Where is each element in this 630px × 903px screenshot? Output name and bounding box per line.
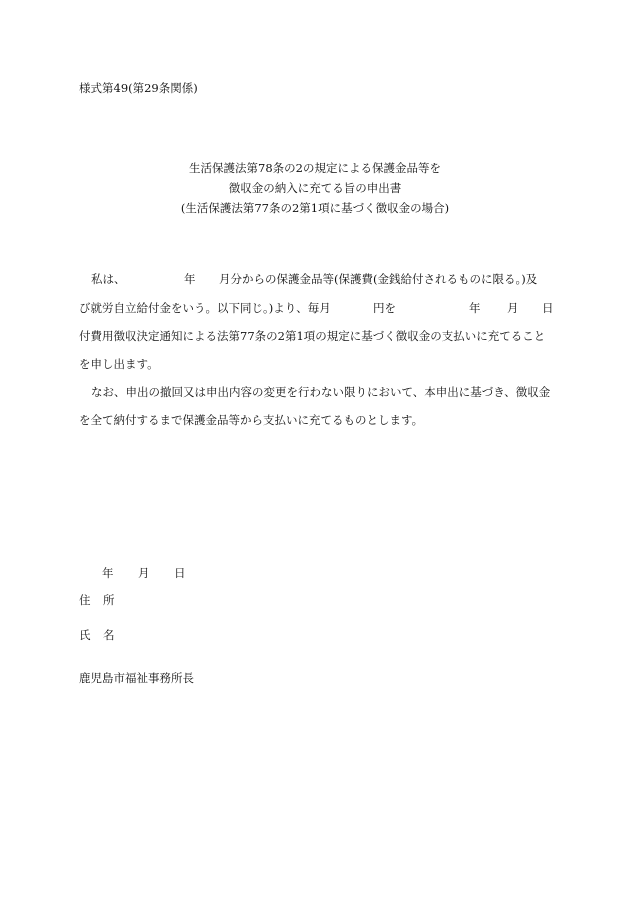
address-label-char: 所: [103, 593, 115, 607]
body-line-5: [79, 384, 553, 402]
body-text-segment: を全て納付するまで保護金品等から支払いに充てるものとします。: [79, 413, 424, 427]
body-text-segment: を申し出ます。: [79, 357, 159, 371]
body-line-2: [79, 300, 553, 318]
name-label: [79, 627, 139, 645]
title-line-3: (生活保護法第77条の2第1項に基づく徴収金の場合): [180, 201, 450, 215]
body-text-segment: 月分からの保護金品等(保護費(金銭給付されるものに限る。)及: [219, 272, 538, 286]
recipient: 鹿児島市福祉事務所長: [79, 671, 194, 685]
year-blank-label: 年: [184, 272, 196, 286]
body-text: [79, 0, 553, 903]
date-year-label: 年: [102, 566, 114, 580]
date-line: [0, 565, 630, 583]
title-line-2: 徴収金の納入に充てる旨の申出書: [228, 181, 402, 195]
body-text-segment: 付費用徴収決定通知による法第77条の2第1項の規定に基づく徴収金の支払いに充てること: [79, 329, 546, 343]
body-text-segment: 私は、: [91, 272, 126, 286]
date-month-label: 月: [138, 566, 150, 580]
title-line-1: 生活保護法第78条の2の規定による保護金品等を: [189, 161, 441, 175]
body-text-segment: び就労自立給付金をいう。以下同じ。)より、毎月: [79, 301, 331, 315]
name-label-char: 氏: [79, 628, 91, 642]
month-blank-label: 月: [507, 301, 519, 315]
body-line-6: [79, 412, 553, 430]
day-blank-label: 日: [542, 301, 554, 315]
address-label: [79, 592, 139, 610]
body-line-1: [79, 271, 553, 289]
year-blank-label: 年: [469, 301, 481, 315]
body-line-3: [79, 328, 553, 346]
form-number: 様式第49(第29条関係): [79, 81, 198, 95]
name-label-char: 名: [103, 628, 115, 642]
address-label-char: 住: [79, 593, 91, 607]
amount-blank-label: 円を: [373, 301, 396, 315]
body-text-segment: なお、申出の撤回又は申出内容の変更を行わない限りにおいて、本申出に基づき、徴収金: [91, 385, 551, 399]
body-line-4: [79, 356, 553, 374]
date-day-label: 日: [174, 566, 186, 580]
